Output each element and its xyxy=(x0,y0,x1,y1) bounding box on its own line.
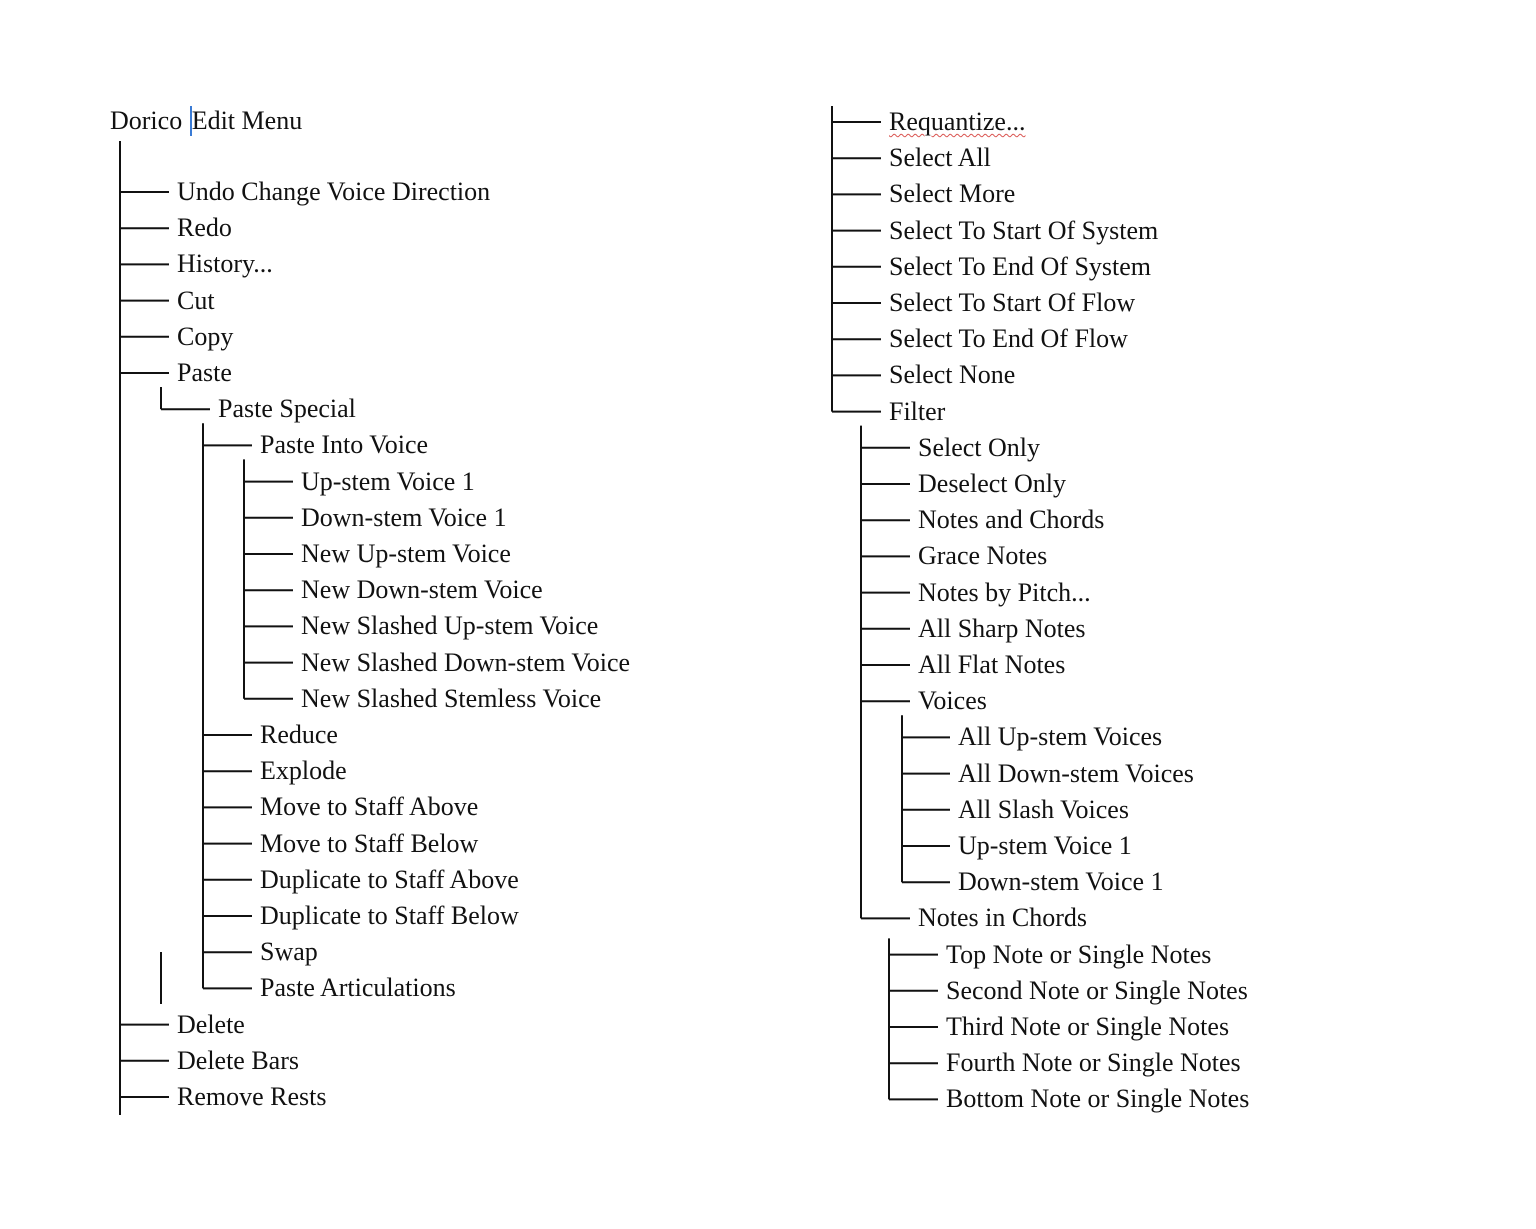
menu-item-select-only: Select Only xyxy=(918,432,1041,462)
menu-item-remove-rests: Remove Rests xyxy=(177,1082,327,1111)
menu-item-swap: Swap xyxy=(260,937,318,967)
menu-item-duplicate-to-staff-above: Duplicate to Staff Above xyxy=(260,864,519,894)
menu-item-select-to-start-of-system: Select To Start Of System xyxy=(889,215,1159,245)
menu-item-select-to-end-of-system: Select To End Of System xyxy=(889,251,1152,281)
menu-item-select-all: Select All xyxy=(889,143,991,173)
menu-item-paste-into-voice: Paste Into Voice xyxy=(260,430,429,460)
menu-item-select-to-start-of-flow: Select To Start Of Flow xyxy=(889,288,1136,317)
menu-item-all-down-stem-voices: All Down-stem Voices xyxy=(958,758,1194,788)
menu-item-select-to-end-of-flow: Select To End Of Flow xyxy=(889,324,1128,354)
menu-item-duplicate-to-staff-below: Duplicate to Staff Below xyxy=(260,901,519,930)
menu-item-fourth-note-or-single-notes: Fourth Note or Single Notes xyxy=(946,1048,1241,1078)
menu-item-third-note-or-single-notes: Third Note or Single Notes xyxy=(946,1012,1230,1041)
menu-item-up-stem-voice-1: Up-stem Voice 1 xyxy=(958,831,1132,860)
title-word-edit-menu: Edit Menu xyxy=(191,106,303,135)
menu-item-select-none: Select None xyxy=(889,360,1016,390)
menu-item-all-up-stem-voices: All Up-stem Voices xyxy=(958,722,1163,752)
menu-item-all-flat-notes: All Flat Notes xyxy=(918,650,1066,679)
menu-item-notes-in-chords: Notes in Chords xyxy=(918,903,1087,933)
menu-item-down-stem-voice-1: Down-stem Voice 1 xyxy=(958,867,1164,897)
menu-item-undo-change-voice-direction: Undo Change Voice Direction xyxy=(177,177,491,206)
menu-item-up-stem-voice-1: Up-stem Voice 1 xyxy=(301,466,475,496)
menu-item-delete-bars: Delete Bars xyxy=(177,1045,300,1075)
menu-item-deselect-only: Deselect Only xyxy=(918,469,1067,498)
menu-item-second-note-or-single-notes: Second Note or Single Notes xyxy=(946,975,1248,1005)
menu-item-delete: Delete xyxy=(177,1009,245,1039)
menu-item-new-slashed-down-stem-voice: New Slashed Down-stem Voice xyxy=(301,647,631,677)
menu-item-paste-articulations: Paste Articulations xyxy=(260,973,456,1003)
menu-item-bottom-note-or-single-notes: Bottom Note or Single Notes xyxy=(946,1084,1250,1114)
menu-item-redo: Redo xyxy=(177,213,232,243)
menu-item-history: History... xyxy=(177,249,273,279)
menu-item-cut: Cut xyxy=(177,285,215,315)
menu-item-all-sharp-notes: All Sharp Notes xyxy=(918,613,1086,643)
menu-item-requantize: Requantize... xyxy=(889,107,1026,136)
menu-item-paste: Paste xyxy=(177,358,232,387)
document-title xyxy=(110,106,302,136)
menu-item-new-slashed-stemless-voice: New Slashed Stemless Voice xyxy=(301,683,602,713)
menu-item-voices: Voices xyxy=(918,686,987,716)
title-word-dorico: Dorico xyxy=(110,106,189,135)
menu-item-notes-by-pitch: Notes by Pitch... xyxy=(918,577,1091,607)
menu-item-all-slash-voices: All Slash Voices xyxy=(958,794,1129,824)
menu-item-copy: Copy xyxy=(177,321,234,351)
menu-item-reduce: Reduce xyxy=(260,720,338,749)
menu-item-move-to-staff-above: Move to Staff Above xyxy=(260,792,479,822)
menu-item-new-up-stem-voice: New Up-stem Voice xyxy=(301,539,511,568)
menu-item-new-slashed-up-stem-voice: New Slashed Up-stem Voice xyxy=(301,611,599,641)
menu-item-paste-special: Paste Special xyxy=(218,394,356,424)
menu-item-select-more: Select More xyxy=(889,179,1016,209)
menu-item-grace-notes: Grace Notes xyxy=(918,541,1048,571)
menu-item-new-down-stem-voice: New Down-stem Voice xyxy=(301,575,543,605)
menu-item-notes-and-chords: Notes and Chords xyxy=(918,505,1105,535)
menu-item-down-stem-voice-1: Down-stem Voice 1 xyxy=(301,502,507,532)
menu-item-explode: Explode xyxy=(260,756,347,786)
menu-item-filter: Filter xyxy=(889,396,946,426)
menu-item-move-to-staff-below: Move to Staff Below xyxy=(260,828,479,858)
menu-item-top-note-or-single-notes: Top Note or Single Notes xyxy=(946,939,1212,969)
